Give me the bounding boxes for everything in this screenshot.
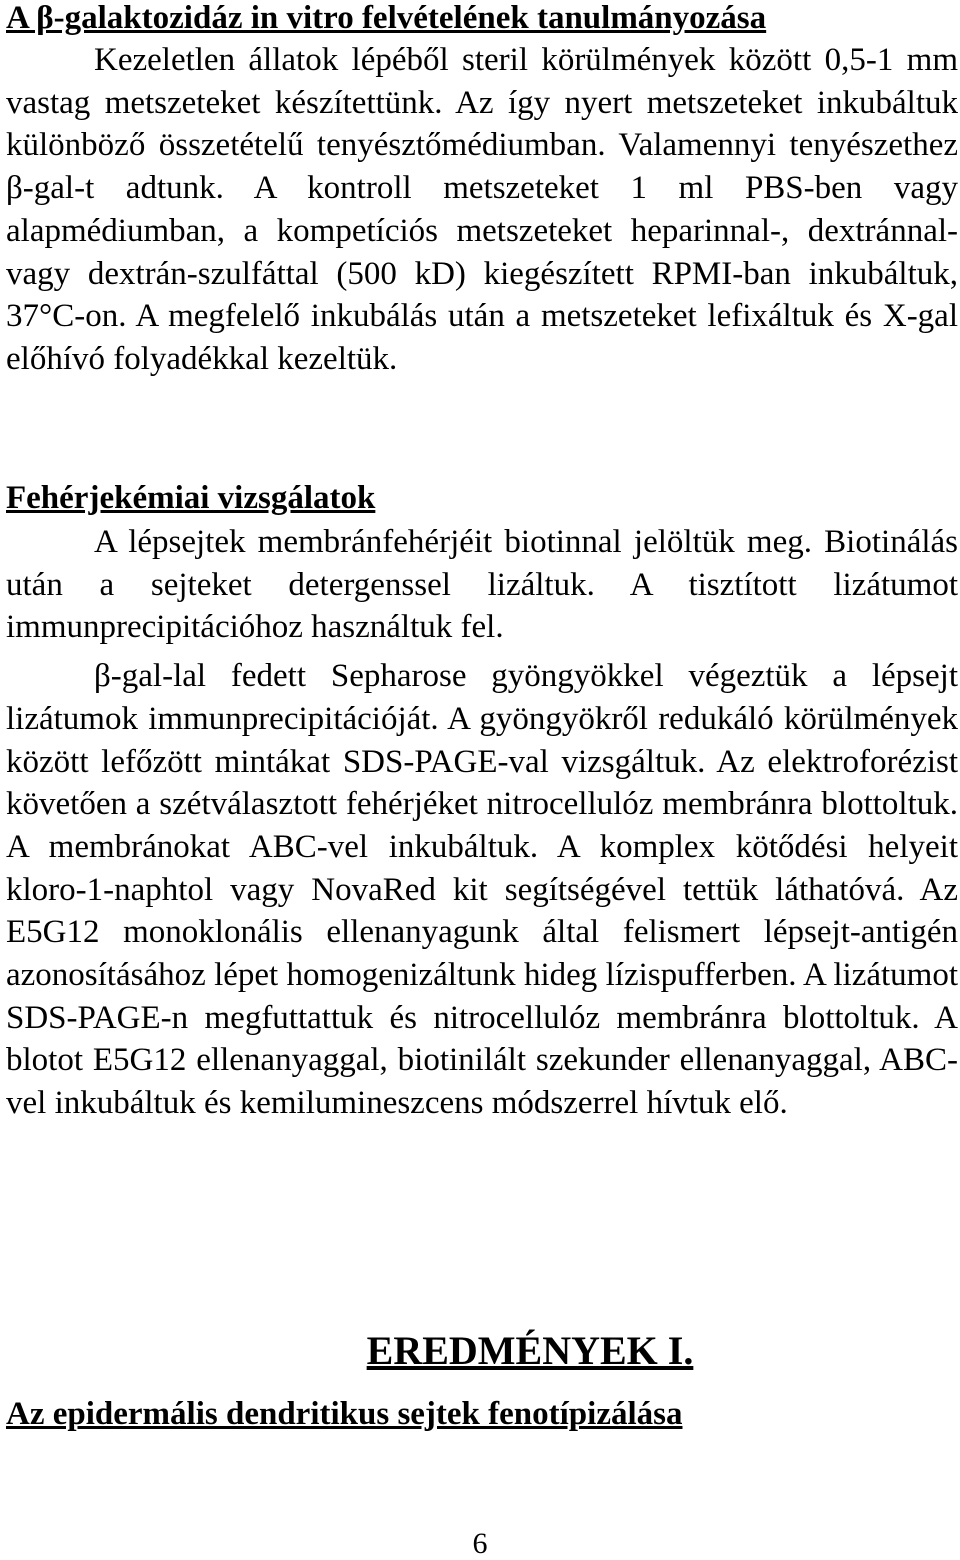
paragraph-immunoprecipitation: β-gal-lal fedett Sepharose gyöngyökkel végeztük a lépsejt lizátumok immunprecipitációját. A gyöngyökről redukáló körülmények között lefőzött mintákat SDS-PAGE-val vizsgáltuk. Az elektroforézist követően a szétválasztott fehérjéket nitrocellulóz membránra blottoltuk. A membránokat ABC-vel inkubáltuk. A komplex kötődési helyeit kloro-1-naphtol vagy NovaRed kit segítségével tettük láthatóvá. Az E5G12 monoklonális ellenanyagunk által felismert lépsejt-antigén azonosításához lépet homogenizáltunk hideg lízispufferben. A lizátumot SDS-PAGE-n megfuttattuk és nitrocellulóz membránra blottoltuk. A blotot E5G12 ellenanyaggal, biotinilált szekunder ellenanyaggal, ABC-vel inkubáltuk és kemilumineszcens módszerrel hívtuk elő. <box>6 658 958 1122</box>
results-heading: EREDMÉNYEK I. <box>366 1327 694 1373</box>
section-title-epidermal-dendritic: Az epidermális dendritikus sejtek fenotípizálása <box>6 1396 683 1432</box>
page-number: 6 <box>472 1527 488 1560</box>
section-title-protein-chemistry: Fehérjekémiai vizsgálatok <box>6 480 376 516</box>
section-title-beta-galactosidase: A β-galaktozidáz in vitro felvételének tanulmányozása <box>6 0 767 36</box>
paragraph-biotinylation: A lépsejtek membránfehérjéit biotinnal jelöltük meg. Biotinálás után a sejteket detergenssel lizáltuk. A tisztított lizátumot immunprecipitációhoz használtuk fel. <box>6 524 958 646</box>
paragraph-beta-galactosidase: Kezeletlen állatok lépéből steril körülmények között 0,5-1 mm vastag metszeteket készítettünk. Az így nyert metszeteket inkubáltuk különböző összetételű tenyésztőmédiumban. Valamennyi tenyészethez β-gal-t adtunk. A kontroll metszeteket 1 ml PBS-ben vagy alapmédiumban, a kompetíciós metszeteket heparinnal-, dextránnal- vagy dextrán-szulfáttal (500 kD) kiegészített RPMI-ban inkubáltuk, 37°C-on. A megfelelő inkubálás után a metszeteket lefixáltuk és X-gal előhívó folyadékkal kezeltük. <box>6 42 958 377</box>
section-beta-galactosidase <box>6 0 958 381</box>
section-epidermal-dendritic <box>6 1396 682 1433</box>
section-protein-chemistry <box>6 480 958 1125</box>
